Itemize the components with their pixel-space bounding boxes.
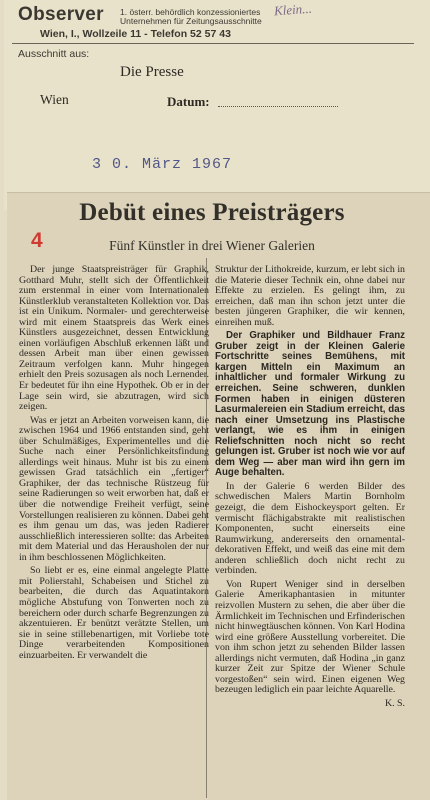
article-subheadline: Fünf Künstler in drei Wiener Galerien bbox=[109, 238, 315, 253]
article-column-left bbox=[19, 265, 209, 664]
tagline-line-1: 1. österr. behördlich konzessioniertes bbox=[120, 7, 261, 17]
article-headline: Debüt eines Preisträgers bbox=[79, 199, 345, 226]
article-column-right bbox=[215, 265, 405, 709]
article-clipping bbox=[7, 192, 430, 800]
author-signature: K. S. bbox=[384, 697, 405, 709]
publisher-address: Wien, I., Wollzeile 11 - Telefon 52 57 43 bbox=[40, 28, 231, 40]
source-city: Wien bbox=[40, 92, 69, 107]
publisher-name: Observer bbox=[18, 4, 104, 25]
source-newspaper: Die Presse bbox=[120, 64, 184, 80]
paragraph-bold: Der Graphiker und Bildhauer Franz Gruber zeigt in der Kleinen Galerie Fortschritte seines Bemühens, mit kargen Mitteln ein Maximum an inhaltlicher und formaler Wirkung zu erreichen. Seine schweren, dunklen Formen haben in einigen düsteren Lasurmalereien ein Stadium erreicht, das nach einer Umsetzung ins Plastische verlangt, wie es ihm in einigen Reliefschnitten noch nicht so recht gelungen ist. Gruber ist noch wie vor auf dem Weg — aber man wird ihn gern im Auge behalten. bbox=[215, 330, 405, 479]
observer-clipping-slip bbox=[4, 0, 430, 210]
cut-from-label: Ausschnitt aus: bbox=[18, 48, 90, 60]
date-label: Datum: bbox=[167, 94, 210, 109]
header-rule bbox=[12, 43, 414, 44]
date-stamp: 3 0. März 1967 bbox=[92, 156, 233, 173]
red-margin-mark: 4 bbox=[31, 229, 43, 252]
paragraph: Der junge Staatspreisträger für Graphik, Gotthard Muhr, stellt sich der Öffentlichkeit zum erstenmal in einer vom Internationalen Künstlerklub veranstalteten Kollektion vor. Das ist ein Unikum. Normaler- und gerechterweise wird mit einem Staatspreis das Werk eines Künstlers ausgezeichnet, dessen Entwicklung einen vorläufigen Abschluß erkennen läßt und dessen Arbeit man über einen gewissen Zeitraum verfolgen kann. Muhr hingegen erhielt den Preis sozusagen als noch Lernender. Er bedeutet für ihn eine Hypothek. Ob er in der Lage sein wird, sie abzutragen, wird sich zeigen. bbox=[19, 264, 209, 413]
paragraph: Struktur der Lithokreide, kurzum, er lebt sich in die Materie dieser Technik ein, ohne dabei nur Effekte zu erzielen. Es gelingt ihm, zu erreichen, daß man ihn schon jetzt unter die besten jüngeren Graphiker, die wir kennen, einreihen muß. bbox=[215, 264, 405, 328]
paragraph: So liebt er es, eine einmal angelegte Platte mit Polierstahl, Schabeisen und Stichel zu bearbeiten, die durch das Aquatintakorn mögliche Abstufung von Tonwerten noch zu bereichern oder durch scharfe Begrenzungen zu akzentuieren. Er benützt verätzte Stellen, um sie in seine stillebenartigen, mit Vorliebe tote Dinge verarbeitenden Kompositionen einzuarbeiten. Er verwandelt die bbox=[19, 565, 209, 661]
paragraph: In der Galerie 6 werden Bilder des schwedischen Malers Martin Bornholm gezeigt, die dem Eishockeysport gelten. Er vermischt flächigabstrakte mit realistischen Komponenten, sucht einerseits eine Raumwirkung, andererseits den ornamental-dekorativen Effekt, und weiß das eine mit dem anderen schließlich doch nicht recht zu verbinden. bbox=[215, 480, 405, 577]
paragraph: Von Rupert Weniger sind in derselben Galerie Amerikaphantasien in mitunter reizvollen Mustern zu sehen, die aber über die Ärmlichkeit im Technischen und Erfinderischen nicht hinwegtäuschen können. Von Karl Hodina wird eine größere Ausstellung vorbereitet. Die von ihm schon jetzt zu sehenden Bilder lassen allerdings nicht vermuten, daß Hodina „in ganz kurzer Zeit zur Spitze der Wiener Schule vorgestoßen“ sein wird. Einen eigenen Weg bezeugen lediglich ein paar leichte Aquarelle. bbox=[215, 578, 405, 696]
handwritten-note: Klein... bbox=[273, 0, 313, 19]
date-dotted-line bbox=[218, 106, 338, 107]
paragraph: Was er jetzt an Arbeiten vorweisen kann, die zwischen 1964 und 1966 entstanden sind, geht über Schulmäßiges, Experimentelles und die Suche nach einer Persönlichkeitsfindung allerdings weit hinaus. Muhr ist bis zu einem gewissen Grad tatsächlich ein „fertiger“ Graphiker, der das technische Rüstzeug für seine Radierungen so weit erworben hat, daß er über die notwendige Freiheit verfügt, seine Vorstellungen realisieren zu können. Dabei geht es ihm genau um das, was jeden Radierer ausschließlich interessieren sollte: das Arbeiten mit dem Material und das Herausholen der nur in ihm beschlossenen Möglichkeiten. bbox=[19, 414, 209, 563]
tagline-line-2: Unternehmen für Zeitungsausschnitte bbox=[120, 16, 262, 26]
